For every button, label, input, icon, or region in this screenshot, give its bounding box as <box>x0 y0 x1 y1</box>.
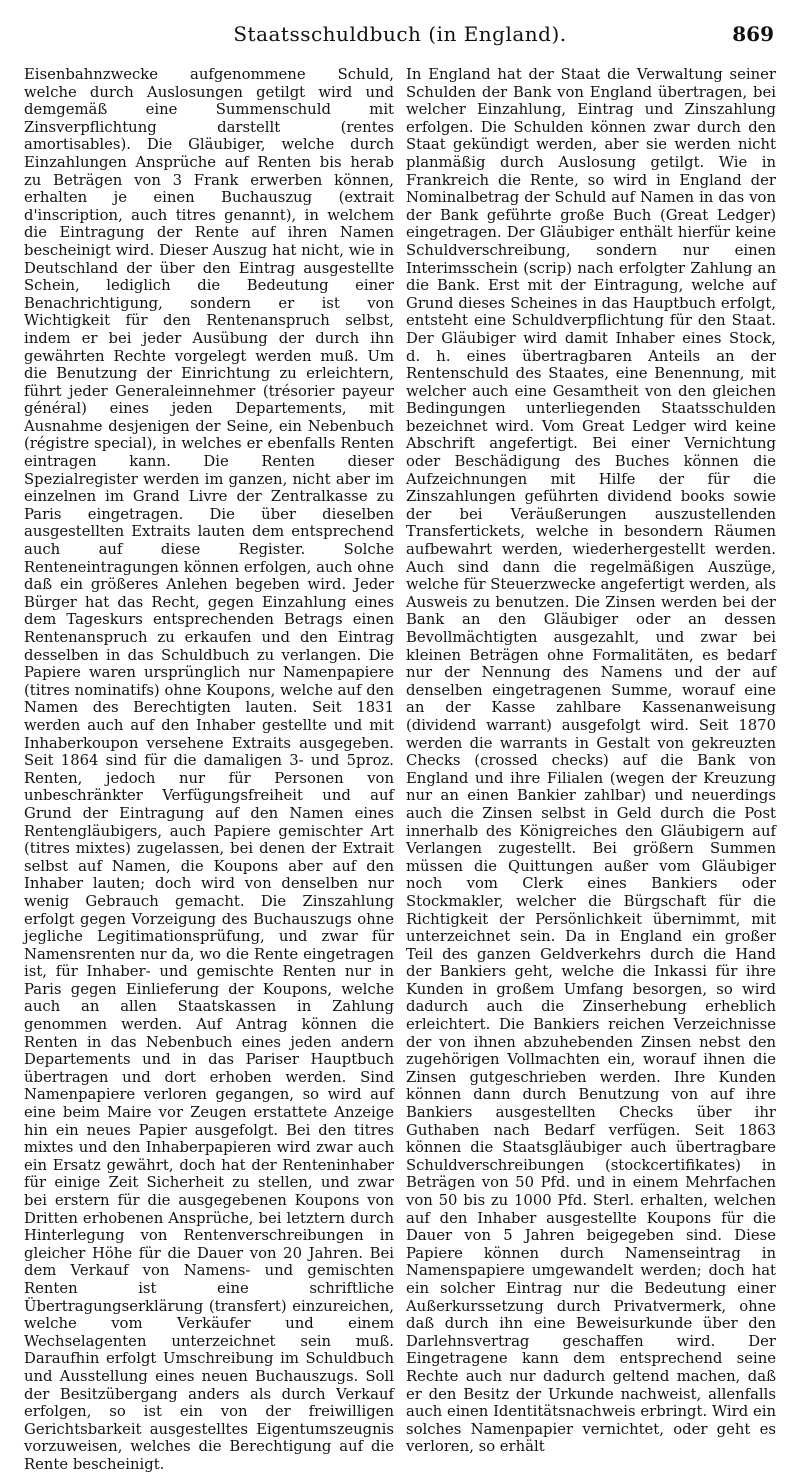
right-column <box>406 66 776 1456</box>
text-columns <box>24 66 776 1473</box>
running-title: Staatsschuldbuch (in England). <box>233 22 567 46</box>
left-column <box>24 66 394 1473</box>
left-paragraph: Eisenbahnzwecke aufgenommene Schuld, welche durch Auslosungen getilgt wird und demgemäß eine Summenschuld mit Zinsverpflichtung darstellt (rentes amortisables). Die Gläubiger, welche durch Einzahlungen Ansprüche auf Renten bis herab zu Beträgen von 3 Frank erwerben können, erhalten je einen Buchauszug (extrait d'inscription, auch titres genannt), in welchem die Eintragung der Rente auf ihren Namen bescheinigt wird. Dieser Auszug hat nicht, wie in Deutschland der über den Eintrag ausgestellte Schein, lediglich die Bedeutung einer Benachrichtigung, sondern er ist von Wichtigkeit für den Rentenanspruch selbst, indem er bei jeder Ausübung der durch ihn gewährten Rechte vorgelegt werden muß. Um die Benutzung der Einrichtung zu erleichtern, führt jeder Generaleinnehmer (trésorier payeur général) eines jeden Departements, mit Ausnahme desjenigen der Seine, ein Nebenbuch (régistre special), in welches er ebenfalls Renten eintragen kann. Die Renten dieser Spezialregister werden im ganzen, nicht aber im einzelnen im Grand Livre der Zentralkasse zu Paris eingetragen. Die über dieselben ausgestellten Extraits lauten dem entsprechend auch auf diese Register. Solche Renteneintragungen können erfolgen, auch ohne daß ein größeres Anlehen begeben wird. Jeder Bürger hat das Recht, gegen Einzahlung eines dem Tageskurs entsprechenden Betrags einen Rentenanspruch zu erkaufen und den Eintrag desselben in das Schuldbuch zu verlangen. Die Papiere waren ursprünglich nur Namenpapiere (titres nominatifs) ohne Koupons, welche auf den Namen des Berechtigten lauten. Seit 1831 werden auch auf den Inhaber gestellte und mit Inhaberkoupon versehene Extraits ausgegeben. Seit 1864 sind für die damaligen 3- und 5proz. Renten, jedoch nur für Personen von unbeschränkter Verfügungsfreiheit und auf Grund der Eintragung auf den Namen eines Rentengläubigers, auch Papiere gemischter Art (titres mixtes) zugelassen, bei denen der Extrait selbst auf Namen, die Koupons aber auf den Inhaber lauten; doch wird von denselben nur wenig Gebrauch gemacht. Die Zinszahlung erfolgt gegen Vorzeigung des Buchauszugs ohne jegliche Legitimationsprüfung, und zwar für Namensrenten nur da, wo die Rente eingetragen ist, für Inhaber- und gemischte Renten nur in Paris gegen Einlieferung der Koupons, welche auch an allen Staatskassen in Zahlung genommen werden. Auf Antrag können die Renten in das Nebenbuch eines jeden andern Departements und in das Pariser Hauptbuch übertragen und dort erhoben werden. Sind Namenpapiere verloren gegangen, so wird auf eine beim Maire vor Zeugen erstattete Anzeige hin ein neues Papier ausgefolgt. Bei den titres mixtes und den Inhaberpapieren wird zwar auch ein Ersatz gewährt, doch hat der Renteninhaber für einige Zeit Sicherheit zu stellen, und zwar bei erstern für die ausgegebenen Koupons von Dritten erhobenen Ansprüche, bei letztern durch Hinterlegung von Rentenverschreibungen in gleicher Höhe für die Dauer von 20 Jahren. Bei dem Verkauf von Namens- und gemischten Renten ist eine schriftliche Übertragungserklärung (transfert) einzureichen, welche vom Verkäufer und einem Wechselagenten unterzeichnet sein muß. Daraufhin erfolgt Umschreibung im Schuldbuch und Ausstellung eines neuen Buchauszugs. Soll der Besitzübergang anders als durch Verkauf erfolgen, so ist ein von der freiwilligen Gerichtsbarkeit ausgestelltes Eigentumszeugnis vorzuweisen, welches die Berechtigung auf die Rente bescheinigt. <box>24 66 394 1473</box>
page-number: 869 <box>732 22 774 46</box>
page-header <box>24 0 776 44</box>
right-paragraph: In England hat der Staat die Verwaltung seiner Schulden der Bank von England übertragen, bei welcher Einzahlung, Eintrag und Zinszahlung erfolgen. Die Schulden können zwar durch den Staat gekündigt werden, aber sie werden nicht planmäßig durch Auslosung getilgt. Wie in Frankreich die Rente, so wird in England der Nominalbetrag der Schuld auf Namen in das von der Bank geführte große Buch (Great Ledger) eingetragen. Der Gläubiger enthält hierfür keine Schuldverschreibung, sondern nur einen Interimsschein (scrip) nach erfolgter Zahlung an die Bank. Erst mit der Eintragung, welche auf Grund dieses Scheines in das Hauptbuch erfolgt, entsteht eine Schuldverpflichtung für den Staat. Der Gläubiger wird damit Inhaber eines Stock, d. h. eines übertragbaren Anteils an der Rentenschuld des Staates, eine Benennung, mit welcher auch eine Gesamtheit von den gleichen Bedingungen unterliegenden Staatsschulden bezeichnet wird. Vom Great Ledger wird keine Abschrift angefertigt. Bei einer Vernichtung oder Beschädigung des Buches können die Aufzeichnungen mit Hilfe der für die Zinszahlungen geführten dividend books sowie der bei Veräußerungen auszustellenden Transfertickets, welche in besondern Räumen aufbewahrt werden, wiederhergestellt werden. Auch sind dann die regelmäßigen Auszüge, welche für Steuerzwecke angefertigt werden, als Ausweis zu benutzen. Die Zinsen werden bei der Bank an den Gläubiger oder an dessen Bevollmächtigten ausgezahlt, und zwar bei kleinen Beträgen ohne Formalitäten, es bedarf nur der Nennung des Namens und der auf denselben eingetragenen Summe, worauf eine an der Kasse zahlbare Kassenanweisung (dividend warrant) ausgefolgt wird. Seit 1870 werden die warrants in Gestalt von gekreuzten Checks (crossed checks) auf die Bank von England und ihre Filialen (wegen der Kreuzung nur an einen Bankier zahlbar) und neuerdings auch die Zinsen selbst in Geld durch die Post innerhalb des Königreiches den Gläubigern auf Verlangen zugestellt. Bei größern Summen müssen die Quittungen außer vom Gläubiger noch vom Clerk eines Bankiers oder Stockmakler, welcher die Bürgschaft für die Richtigkeit der Persönlichkeit übernimmt, mit unterzeichnet sein. Da in England ein großer Teil des ganzen Geldverkehrs durch die Hand der Bankiers geht, welche die Inkassi für ihre Kunden in großem Umfang besorgen, so wird dadurch auch die Zinserhebung erheblich erleichtert. Die Bankiers reichen Verzeichnisse der von ihnen abzuhebenden Zinsen nebst den zugehörigen Vollmachten ein, worauf ihnen die Zinsen gutgeschrieben werden. Ihre Kunden können dann durch Benutzung von auf ihre Bankiers ausgestellten Checks über ihr Guthaben nach Bedarf verfügen. Seit 1863 können die Staatsgläubiger auch übertragbare Schuldverschreibungen (stockcertifikates) in Beträgen von 50 Pfd. und in einem Mehrfachen von 50 bis zu 1000 Pfd. Sterl. erhalten, welchen auf den Inhaber ausgestellte Koupons für die Dauer von 5 Jahren beigegeben sind. Diese Papiere können durch Namenseintrag in Namenspapiere umgewandelt werden; doch hat ein solcher Eintrag nur die Bedeutung einer Außerkurssetzung durch Privatvermerk, ohne daß durch ihn eine Beweisurkunde über den Darlehnsvertrag geschaffen wird. Der Eingetragene kann dem entsprechend seine Rechte auch nur dadurch geltend machen, daß er den Besitz der Urkunde nachweist, allenfalls auch einen Identitätsnachweis erbringt. Wird ein solches Namenpapier vernichtet, oder geht es verloren, so erhält <box>406 66 776 1456</box>
